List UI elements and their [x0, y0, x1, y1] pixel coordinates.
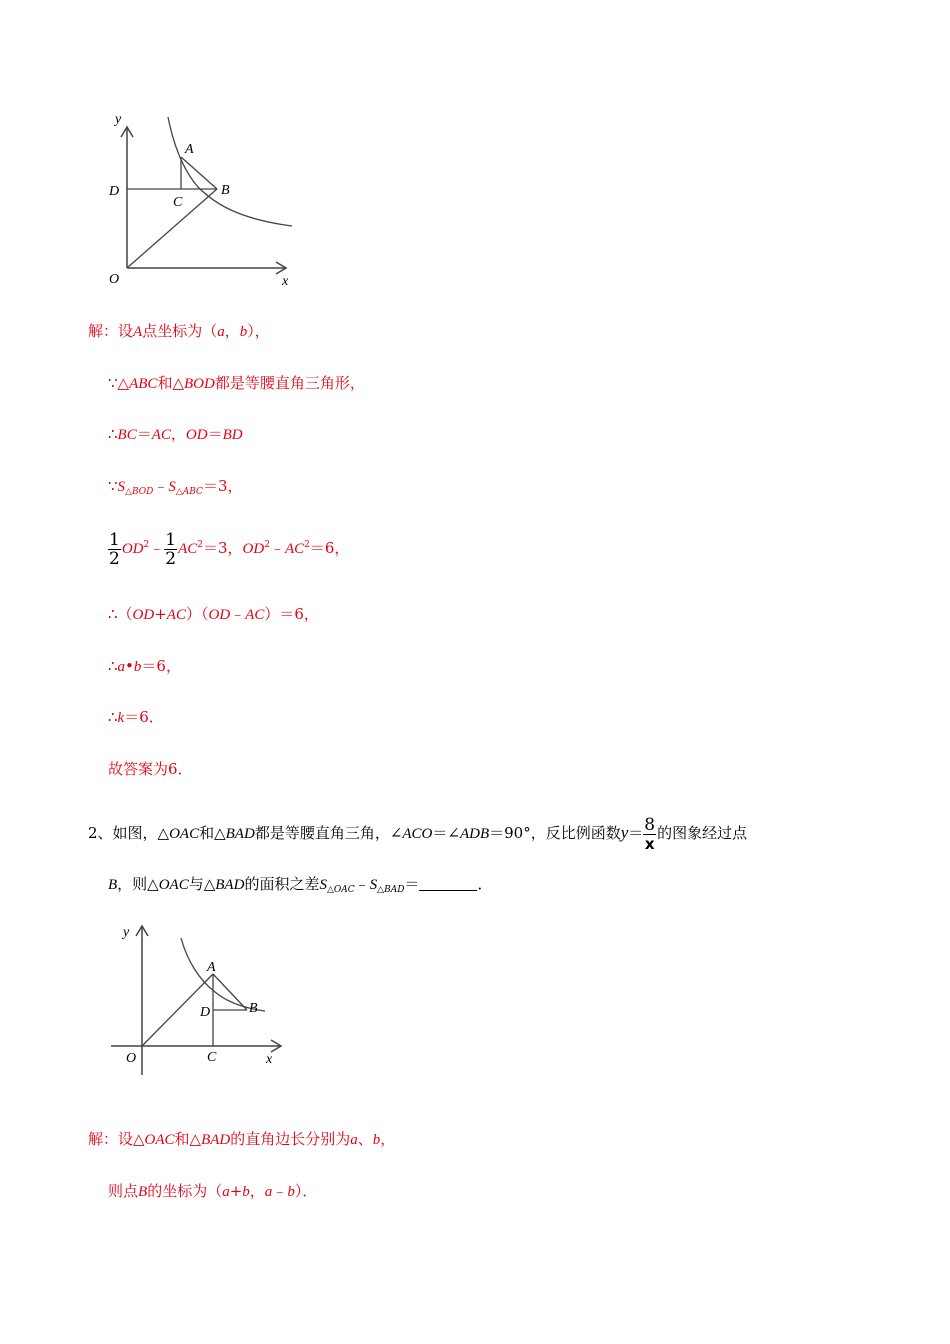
solution1-answer: 故答案为6． — [108, 760, 193, 778]
segment-OB — [127, 189, 217, 268]
label-B: B — [221, 183, 230, 198]
label-C: C — [173, 195, 183, 210]
label-A: A — [185, 142, 194, 157]
fraction-half-1: $\frac{1}{2}$ — [109, 529, 120, 569]
fraction-8-over-x: $\frac{8}{x}$ — [644, 814, 656, 853]
solution1-line7: ∴a•b＝6， — [108, 657, 181, 675]
figure-2-graph — [105, 920, 290, 1080]
solution2-line1: 解：设△OAC和△BAD的直角边长分别为a、b， — [88, 1130, 396, 1148]
label-A: A — [207, 960, 216, 975]
label-B: B — [249, 1001, 258, 1016]
label-y: y — [115, 112, 122, 127]
label-y: y — [123, 925, 130, 940]
hyperbola-curve — [168, 117, 292, 226]
segment-AB — [181, 157, 217, 189]
solution1-line6: ∴（OD+AC）（OD﹣AC）＝6， — [108, 605, 319, 623]
solution1-line2: ∵△ABC和△BOD都是等腰直角三角形， — [108, 374, 365, 392]
solution1-line4: $\because S_{\triangle BOD}﹣S_{\triangle ABC}=3$， — [108, 477, 243, 497]
problem2-line1: 2、如图，△OAC和△BAD都是等腰直角三角，∠ACO＝∠ADB＝90°，反比例函数y＝ $\frac{8}{x}$ 的图象经过点 — [88, 814, 748, 853]
label-O: O — [126, 1051, 137, 1066]
figure-1-graph — [100, 105, 310, 295]
label-x: x — [266, 1052, 273, 1067]
label-D: D — [109, 184, 120, 199]
solution1-line8: ∴k＝6． — [108, 708, 164, 726]
problem2-line2: B，则△OAC与△BAD的面积之差$S_{\triangle OAC}﹣S_{\triangle BAD}=$ ． — [108, 875, 493, 895]
solution1-line1: 解：设A点坐标为（a，b）， — [88, 322, 270, 340]
answer-blank[interactable] — [419, 876, 477, 891]
solution1-line3: ∴BC＝AC，OD＝BD — [108, 425, 243, 443]
label-D: D — [200, 1005, 211, 1020]
solution1-line5: $\frac{1}{2}$ $OD^2﹣$ $\frac{1}{2}$ $AC^2=3$，$OD^2﹣AC^2=6$， — [109, 529, 350, 569]
solution2-line2: 则点B的坐标为（a+b，a﹣b）． — [108, 1182, 318, 1200]
segment-AB — [213, 974, 247, 1010]
label-O: O — [109, 272, 120, 287]
label-x: x — [282, 274, 289, 289]
fraction-half-2: $\frac{1}{2}$ — [165, 529, 177, 569]
label-C: C — [207, 1050, 217, 1065]
